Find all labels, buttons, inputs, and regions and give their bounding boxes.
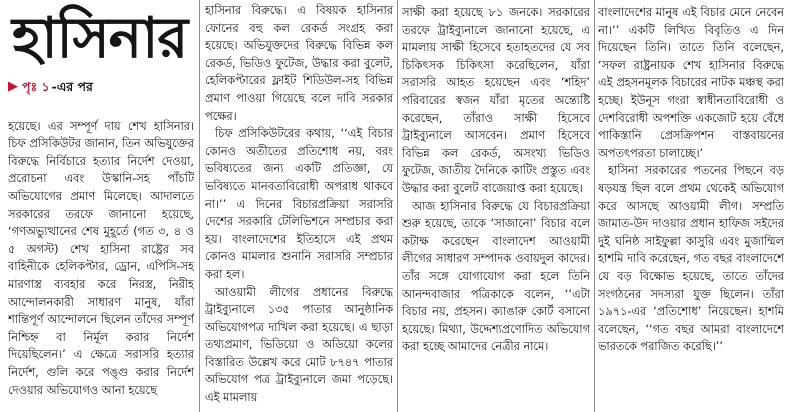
page-reference: পৃঃ ১ <box>22 79 50 94</box>
column-divider <box>199 0 200 412</box>
article-column-3 <box>402 0 590 412</box>
article-column-4 <box>598 0 784 412</box>
column-divider <box>397 0 398 412</box>
paragraph: বাংলাদেশের মানুষ এই বিচার মেনে নেবেন না।’’ একটি লিখিত বিবৃতিও এ দিন দিয়েছেন তিনি। তাতে তিনি বলেছেন, ‘সফল রাষ্ট্রনায়ক শেখ হাসিনার বিরুদ্ধে এই প্রহসনমূলক বিচারের নাটক মঞ্চস্থ করা হচ্ছে। ইউনূস গংরা স্বাধীনতাবিরোধী ও দেশবিরোধী অপশক্তি একজোট হয়ে বেঁধে পাকিস্তানি প্রেসক্রিপশন বাস্তবায়নের অপতৎপরতা চালাচ্ছে।’ <box>598 6 784 160</box>
paragraph: হাসিনার বিরুদ্ধে। এ বিষয়ক হাসিনার ফোনের বহু কল রেকর্ড সংগ্রহ করা হয়েছে। অভিযুক্তদের বিরুদ্ধে বিভিন্ন কল রেকর্ড, ভিডিও ফুটেজ, উদ্ধার করা বুলেট, হেলিকপ্টারের ফ্লাইট শিডিউল-সহ বিভিন্ন প্রমাণ পাওয়া গিয়েছে বলে দাবি সরকার পক্ষের। <box>205 4 393 123</box>
play-arrow-icon: ▶ <box>8 79 18 94</box>
continued-label: -এর পর <box>51 79 93 94</box>
column-divider <box>594 0 595 412</box>
paragraph: হয়েছে। এর সম্পূর্ণ দায় শেখ হাসিনার। চিফ প্রসিকিউটর জানান, তিন অভিযুক্তের বিরুদ্ধে নির্বিচারে হত্যার নির্দেশ দেওয়া, প্ররোচনা এবং উস্কানি-সহ পাঁচটি অভিযোগের প্রমাণ মিলেছে। আদালতে সরকারের তরফে জানানো হয়েছে, ‘গণঅভ্যুত্থানের শেষ মুহূর্তে (গত ৩, ৪ ও ৫ অগস্ট) শেখ হাসিনা রাষ্ট্রের সব বাহিনীকে হেলিকপ্টার, ড্রোন, এপিসি-সহ মারণাস্ত্র ব্যবহার করে নিরস্ত্র, নিরীহ আন্দোলনকারী সাধারণ মানুষ, যাঁরা শান্তিপূর্ণ আন্দোলনে ছিলেন তাঁদের সম্পূর্ণ নিশ্চিহ্ন বা নির্মূল করার নির্দেশ দিয়েছিলেন।’ এ ক্ষেত্রে সরাসরি হত্যার নির্দেশ, গুলি করে পঙ্গু করার নির্দেশ দেওয়ার অভিযোগও আনা হয়েছে <box>8 119 194 397</box>
paragraph: চিফ প্রসিকিউটরের কথায়, ‘‘এই বিচার কোনও অতীতের প্রতিশোধ নয়, বরং ভবিষ্যতের জন্য একটি প্রতিজ্ঞা, যে ভবিষ্যতে মানবতাবিরোধী অপরাধ থাকবে না।’’ এ দিনের বিচারপ্রক্রিয়া সরাসরি দেশের সরকারি টেলিভিশনে সম্প্রচার করা হয়। বাংলাদেশের ইতিহাসে এই প্রথম কোনও মামলার শুনানি সরাসরি সম্প্রচার করা হল। <box>205 127 393 281</box>
continued-from-marker <box>8 78 194 96</box>
paragraph: হাসিনা সরকারের পতনের পিছনে বড় ষড়যন্ত্র ছিল বলে প্রথম থেকেই অভিযোগ করে আসছে আওয়ামী লীগ। সম্প্রতি জামাত-উদ দাওয়ার প্রধান হাফিজ সইদের দুই ঘনিষ্ঠ সাইফুল্লা কাসুরি এবং মুজাম্মিল হাশমি দাবি করেছেন, গত বছর বাংলাদেশে যে বড় বিক্ষোভ হয়েছে, তাতে তাঁদের সংগঠনের সদস্যরা যুক্ত ছিলেন। তাঁরা ১৯৭১-এর ‘প্রতিশোধ’ নিয়েছেন। হাশমি বলেছেন, ‘‘গত বছর আমরা বাংলাদেশে ভারতকে পরাজিত করেছি।’’ <box>598 164 784 354</box>
article-column-1 <box>8 0 194 412</box>
headline: হাসিনার <box>12 6 188 71</box>
paragraph: সাক্ষী করা হয়েছে ৮১ জনকে। সরকারের তরফে ট্রাইব্যুনালে জানানো হয়েছে, এ মামলায় সাক্ষী হিসেবে হতাহতদের যে সব চিকিৎসক চিকিৎসা করেছিলেন, যাঁরা সরাসরি আহত হয়েছেন এবং ‘শহিদ’ পরিবারের স্বজন যাঁরা মৃতের অন্ত্যেষ্টি করেছেন, তাঁরাও সাক্ষী হিসেবে ট্রাইব্যুনালে আসবেন। প্রমাণ হিসেবে বিভিন্ন কল রেকর্ড, অসংখ্য ভিডিও ফুটেজ, জাতীয় দৈনিকে কাটিং প্রস্তুত এবং উদ্ধার করা বুলেট বাজেয়াপ্ত করা হয়েছে। <box>402 6 590 195</box>
paragraph: আজ হাসিনার বিরুদ্ধে যে বিচারপ্রক্রিয়া শুরু হয়েছে, তাকে ‘সাজানো’ বিচার বলে কটাক্ষ করেছেন বাংলাদেশ আওয়ামী লীগের সাধারণ সম্পাদক ওবায়দুল কাদের। তাঁর সঙ্গে যোগাযোগ করা হলে তিনি আনন্দবাজার পত্রিকাকে বলেন, ‘‘এটা বিচার নয়, প্রহসন। ক্যাঙারু কোর্ট বসানো হয়েছে। মিথ্যা, উদ্দেশ্যপ্রণোদিত অভিযোগ করা হচ্ছে আমাদের নেত্রীর নামে। <box>402 199 590 354</box>
paragraph: আওয়ামী লীগের প্রধানের বিরুদ্ধে ট্রাইব্যুনালে ১৩৫ পাতার আনুষ্ঠানিক অভিযোগপত্র দাখিল করা হয়েছে। এ ছাড়া তথ্যপ্রমাণ, ভিডিয়ো ও অডিয়ো কলের বিস্তারিত উল্লেখ করে মোট ৮৭৪৭ পাতার অভিযোগ পত্র ট্রাইব্যুনালে জমা পড়েছে। এই মামলায় <box>205 285 393 405</box>
article-column-2 <box>205 0 393 412</box>
